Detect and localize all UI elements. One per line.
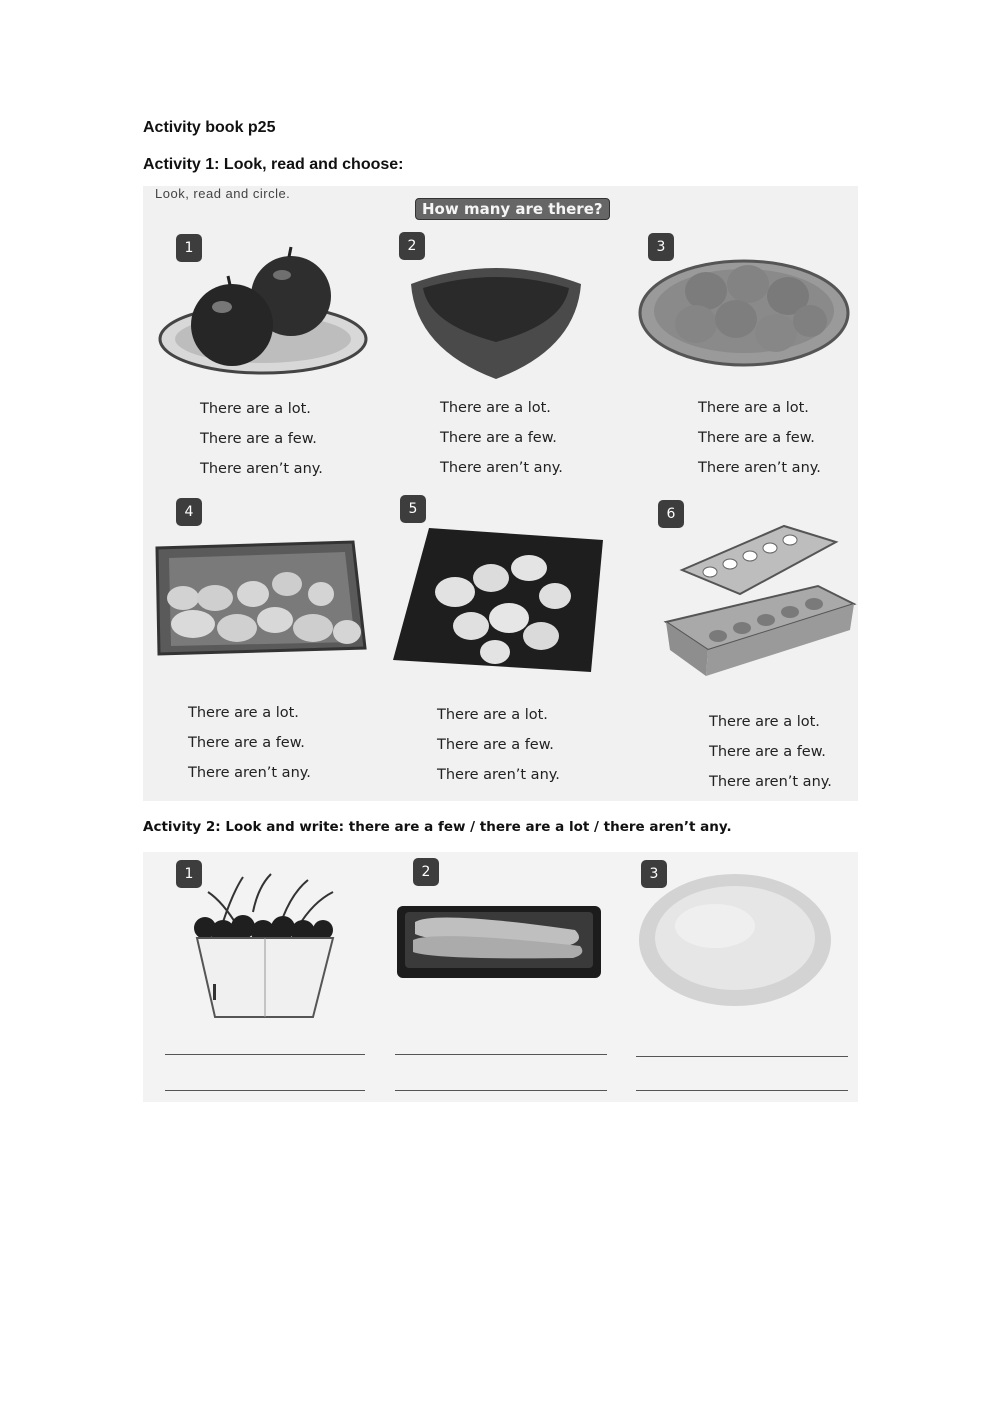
- option-none[interactable]: There aren’t any.: [698, 460, 821, 476]
- answer-line[interactable]: [636, 1090, 848, 1091]
- item-number: 3: [648, 233, 674, 261]
- item-3-options: [698, 393, 821, 483]
- option-a-few[interactable]: There are a few.: [437, 737, 554, 753]
- item-6-options: [709, 707, 832, 797]
- option-a-lot[interactable]: There are a lot.: [437, 707, 548, 723]
- item-number: 3: [641, 860, 667, 888]
- page-title: Activity book p25: [143, 119, 276, 136]
- option-none[interactable]: There aren’t any.: [188, 765, 311, 781]
- activity-1-heading: Activity 1: Look, read and choose:: [143, 156, 404, 173]
- option-a-lot[interactable]: There are a lot.: [188, 705, 299, 721]
- option-a-lot[interactable]: There are a lot.: [709, 714, 820, 730]
- option-none[interactable]: There aren’t any.: [440, 460, 563, 476]
- option-a-few[interactable]: There are a few.: [709, 744, 826, 760]
- answer-line[interactable]: [165, 1054, 365, 1055]
- answer-line[interactable]: [395, 1054, 607, 1055]
- answer-line[interactable]: [395, 1090, 607, 1091]
- answer-line[interactable]: [165, 1090, 365, 1091]
- apples-on-plate-image: [158, 241, 373, 381]
- item-number: 1: [176, 234, 202, 262]
- empty-bowl-image: [401, 254, 591, 384]
- potatoes-in-basket-image: [153, 536, 368, 671]
- cherries-in-box-image: [183, 872, 343, 1022]
- option-none[interactable]: There aren’t any.: [200, 461, 323, 477]
- item-1-options: [200, 394, 323, 484]
- item-2-options: [440, 393, 563, 483]
- option-a-lot[interactable]: There are a lot.: [200, 401, 311, 417]
- carrots-on-tray-image: [395, 900, 605, 982]
- item-number: 5: [400, 495, 426, 523]
- activity-2-heading: Activity 2: Look and write: there are a few / there are a lot / there aren’t any.: [143, 819, 732, 835]
- item-4-options: [188, 698, 311, 788]
- option-none[interactable]: There aren’t any.: [709, 774, 832, 790]
- eggs-in-basket-image: [636, 241, 851, 376]
- item-number: 1: [176, 860, 202, 888]
- activity-1-worksheet: [143, 186, 858, 801]
- option-a-few[interactable]: There are a few.: [188, 735, 305, 751]
- item-number: 2: [413, 858, 439, 886]
- option-a-lot[interactable]: There are a lot.: [440, 400, 551, 416]
- empty-plate-image: [635, 872, 835, 1012]
- item-number: 4: [176, 498, 202, 526]
- option-a-lot[interactable]: There are a lot.: [698, 400, 809, 416]
- activity-2-worksheet: [143, 852, 858, 1102]
- empty-egg-carton-image: [658, 524, 858, 684]
- option-a-few[interactable]: There are a few.: [698, 430, 815, 446]
- option-a-few[interactable]: There are a few.: [440, 430, 557, 446]
- option-a-few[interactable]: There are a few.: [200, 431, 317, 447]
- answer-line[interactable]: [636, 1056, 848, 1057]
- option-none[interactable]: There aren’t any.: [437, 767, 560, 783]
- cut-instruction: Look, read and circle.: [155, 186, 291, 201]
- banner-title: How many are there?: [415, 198, 610, 220]
- item-number: 6: [658, 500, 684, 528]
- mushrooms-on-tray-image: [391, 526, 606, 676]
- item-number: 2: [399, 232, 425, 260]
- item-5-options: [437, 700, 560, 790]
